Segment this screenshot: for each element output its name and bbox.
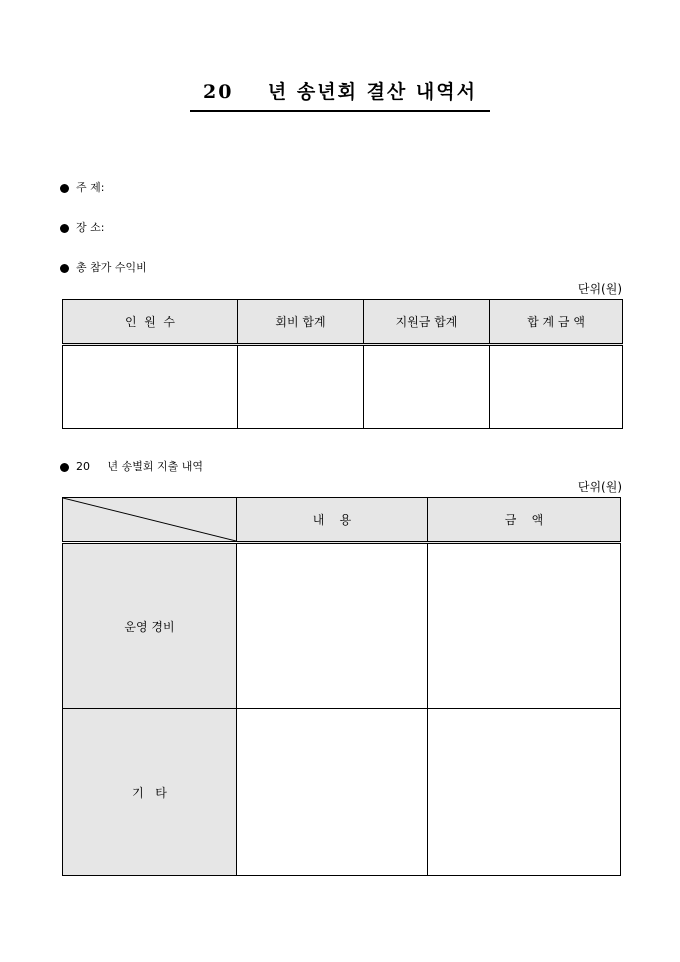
- income-header-row: [63, 300, 623, 345]
- header-grand-total: 합 계 금 액: [490, 300, 623, 345]
- headcount-cell[interactable]: [63, 345, 238, 429]
- other-content-cell[interactable]: [237, 709, 428, 876]
- expense-row: [63, 543, 621, 709]
- income-table: [62, 299, 623, 429]
- topic-label: 주 제:: [76, 181, 105, 194]
- header-content: 내 용: [237, 498, 428, 543]
- income-line: [60, 261, 147, 275]
- expense-label: 20 년 송별회 지출 내역: [76, 460, 203, 473]
- place-line: [60, 221, 104, 235]
- other-amount-cell[interactable]: [428, 709, 621, 876]
- diagonal-header-cell: [63, 498, 237, 543]
- header-headcount: 인 원 수: [63, 300, 238, 345]
- income-unit: 단위(원): [577, 282, 622, 296]
- row-label-operating: 운영 경비: [63, 543, 237, 709]
- expense-row: [63, 709, 621, 876]
- support-total-cell[interactable]: [364, 345, 490, 429]
- income-label: 총 참가 수익비: [76, 261, 147, 274]
- expense-unit: 단위(원): [577, 480, 622, 494]
- diagonal-line: [63, 498, 236, 541]
- header-support-total: 지원금 합계: [364, 300, 490, 345]
- document-title: 20 년 송년회 결산 내역서: [203, 81, 477, 103]
- grand-total-cell[interactable]: [490, 345, 623, 429]
- row-label-other: 기 타: [63, 709, 237, 876]
- expense-header-row: [63, 498, 621, 543]
- income-data-row: [63, 345, 623, 429]
- header-amount: 금 액: [428, 498, 621, 543]
- place-label: 장 소:: [76, 221, 105, 234]
- title-block: [190, 78, 490, 112]
- fee-total-cell[interactable]: [238, 345, 364, 429]
- expense-line: [60, 460, 203, 474]
- bullet-icon: [60, 264, 69, 273]
- bullet-icon: [60, 463, 69, 472]
- header-fee-total: 회비 합계: [238, 300, 364, 345]
- operating-amount-cell[interactable]: [428, 543, 621, 709]
- bullet-icon: [60, 224, 69, 233]
- topic-line: [60, 181, 104, 195]
- bullet-icon: [60, 184, 69, 193]
- operating-content-cell[interactable]: [237, 543, 428, 709]
- expense-table: [62, 497, 621, 876]
